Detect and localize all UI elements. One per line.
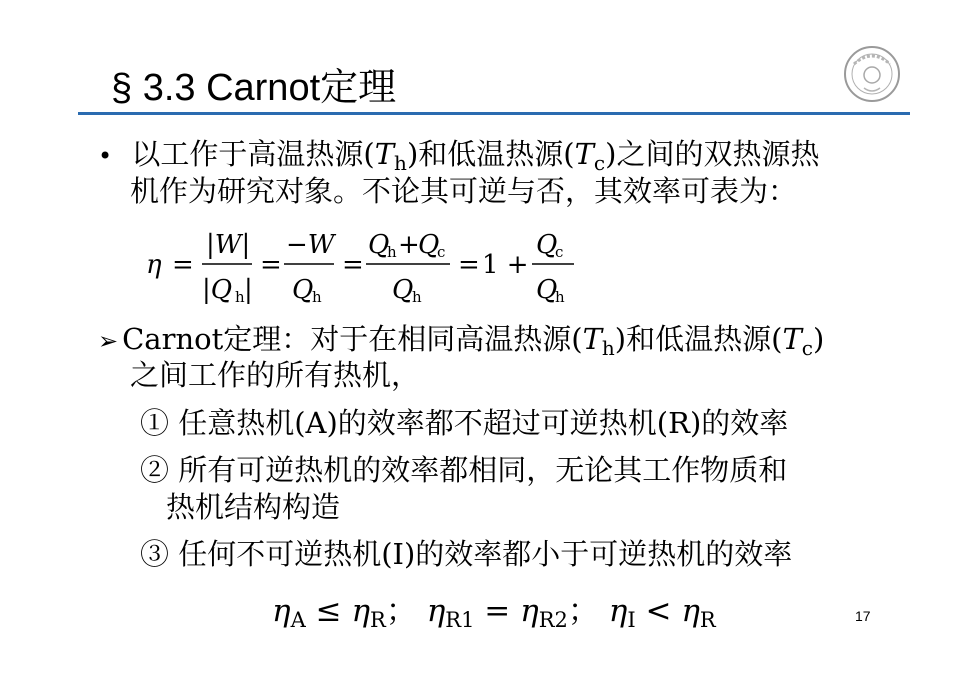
formula-eta: η [146, 250, 162, 280]
formula-eq-3: = [342, 250, 364, 280]
efficiency-formula [140, 220, 590, 310]
formula-Q: Q [418, 230, 440, 260]
separator: ； [567, 593, 609, 629]
subscript-I: I [627, 608, 636, 632]
formula-sub-h: h [312, 288, 322, 306]
slide-title: § 3.3 Carnot定理 [111, 67, 397, 109]
formula-abs-W: |W| [206, 230, 251, 260]
bullet-1-text-post: )之间的双热源热 [605, 137, 820, 171]
formula-abs-Qh: |Q [202, 275, 233, 305]
carnot-line-2: 之间工作的所有热机， [130, 358, 421, 392]
carnot-text-mid: )和低温热源( [614, 322, 783, 356]
formula-sub-h: h [387, 243, 397, 261]
subscript-c: c [801, 336, 813, 360]
item-2: ② 所有可逆热机的效率都相同，无论其工作物质和 [140, 453, 788, 487]
eta-symbol: η [520, 593, 539, 629]
carnot-text-post: ) [812, 322, 825, 356]
separator: ； [385, 593, 427, 629]
subscript-h: h [394, 151, 407, 175]
item-1: ① 任意热机(A)的效率都不超过可逆热机(R)的效率 [140, 406, 789, 440]
subscript-c: c [593, 151, 606, 175]
formula-eq-2: = [260, 250, 282, 280]
subscript-R: R [699, 608, 716, 632]
item-3: ③ 任何不可逆热机(I)的效率都小于可逆热机的效率 [140, 537, 793, 571]
arrow-bullet-icon: ➢ [98, 327, 119, 355]
symbol-T: T [374, 137, 395, 171]
formula-one-plus: 1 + [482, 250, 529, 280]
formula-minus-W: −W [286, 230, 335, 260]
formula-Q: Q [536, 275, 558, 305]
formula-sub-c: c [555, 243, 564, 261]
formula-Q: Q [392, 275, 414, 305]
formula-sub-c: c [437, 243, 446, 261]
subscript-R: R [370, 608, 386, 632]
eta-symbol: η [426, 593, 446, 629]
subscript-h: h [601, 336, 615, 360]
bullet-1-text-mid: )和低温热源( [406, 137, 575, 171]
formula-sub-h: h [555, 288, 565, 306]
formula-Q: Q [292, 275, 314, 305]
eta-symbol: η [351, 593, 371, 629]
eq-symbol: = [474, 593, 521, 629]
university-seal-icon [842, 44, 902, 104]
symbol-T: T [782, 322, 802, 356]
efficiency-relations [272, 593, 716, 638]
subscript-R1: R1 [445, 608, 475, 632]
formula-Q: Q [368, 230, 390, 260]
formula-sub-h: h [412, 288, 422, 306]
lt-symbol: < [635, 593, 682, 629]
symbol-T: T [582, 322, 602, 356]
subscript-R2: R2 [538, 608, 568, 632]
title-underline [78, 112, 910, 115]
le-symbol: ≤ [305, 593, 352, 629]
eta-symbol: η [272, 593, 291, 629]
bullet-1-text: 以工作于高温热源( [131, 137, 375, 171]
eta-symbol: η [681, 593, 700, 629]
formula-plus: + [398, 230, 420, 260]
bullet-1-line-2: 机作为研究对象。不论其可逆与否，其效率可表为： [130, 174, 798, 208]
formula-abs-bar: | [244, 275, 253, 305]
carnot-text: Carnot定理：对于在相同高温热源( [122, 322, 583, 356]
item-2-continued: 热机结构构造 [166, 490, 341, 524]
bullet-marker: • [98, 142, 113, 170]
symbol-T: T [574, 137, 594, 171]
formula-sub-h: h [235, 288, 245, 306]
page-number: 17 [855, 608, 871, 624]
eta-symbol: η [608, 593, 628, 629]
subscript-A: A [290, 608, 306, 632]
formula-Q: Q [536, 230, 558, 260]
formula-eq-1: = [172, 250, 194, 280]
formula-eq-4: = [458, 250, 480, 280]
